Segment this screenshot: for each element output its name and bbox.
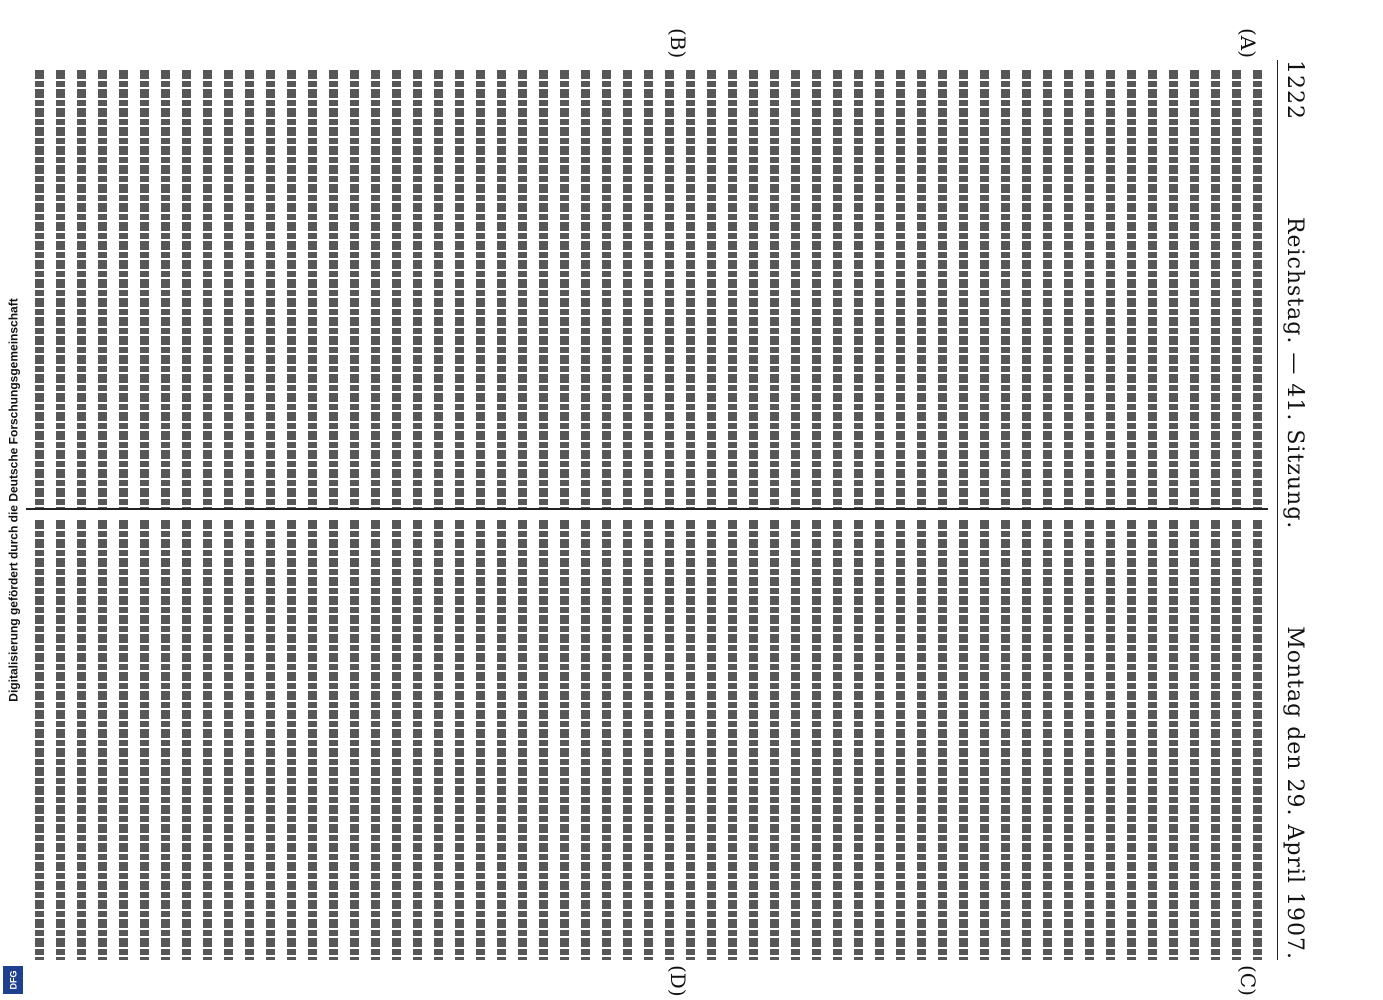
- margin-mark-c: (C): [1236, 965, 1260, 996]
- fraktur-text-lines: [26, 70, 1268, 510]
- dfg-logo-text: DFG: [8, 970, 18, 990]
- column-divider: [26, 508, 1268, 510]
- margin-mark-a: (A): [1236, 28, 1260, 59]
- scanned-page: [10, 0, 1330, 1000]
- text-column-right: [26, 520, 1268, 960]
- attribution-text: Digitalisierung gefördert durch die Deutsche Forschungsgemeinschaft: [7, 298, 21, 702]
- running-head: [1277, 60, 1312, 960]
- right-title: Montag den 29. April 1907.: [1282, 626, 1308, 960]
- text-column-left: [26, 70, 1268, 510]
- left-title: Reichstag. — 41. Sitzung.: [1282, 216, 1308, 530]
- margin-mark-d: (D): [666, 965, 690, 997]
- fraktur-text-lines: [26, 520, 1268, 960]
- margin-mark-b: (B): [666, 28, 690, 59]
- page-number: 1222: [1282, 60, 1308, 120]
- attribution-strip: [2, 0, 26, 1000]
- dfg-logo: [3, 966, 23, 994]
